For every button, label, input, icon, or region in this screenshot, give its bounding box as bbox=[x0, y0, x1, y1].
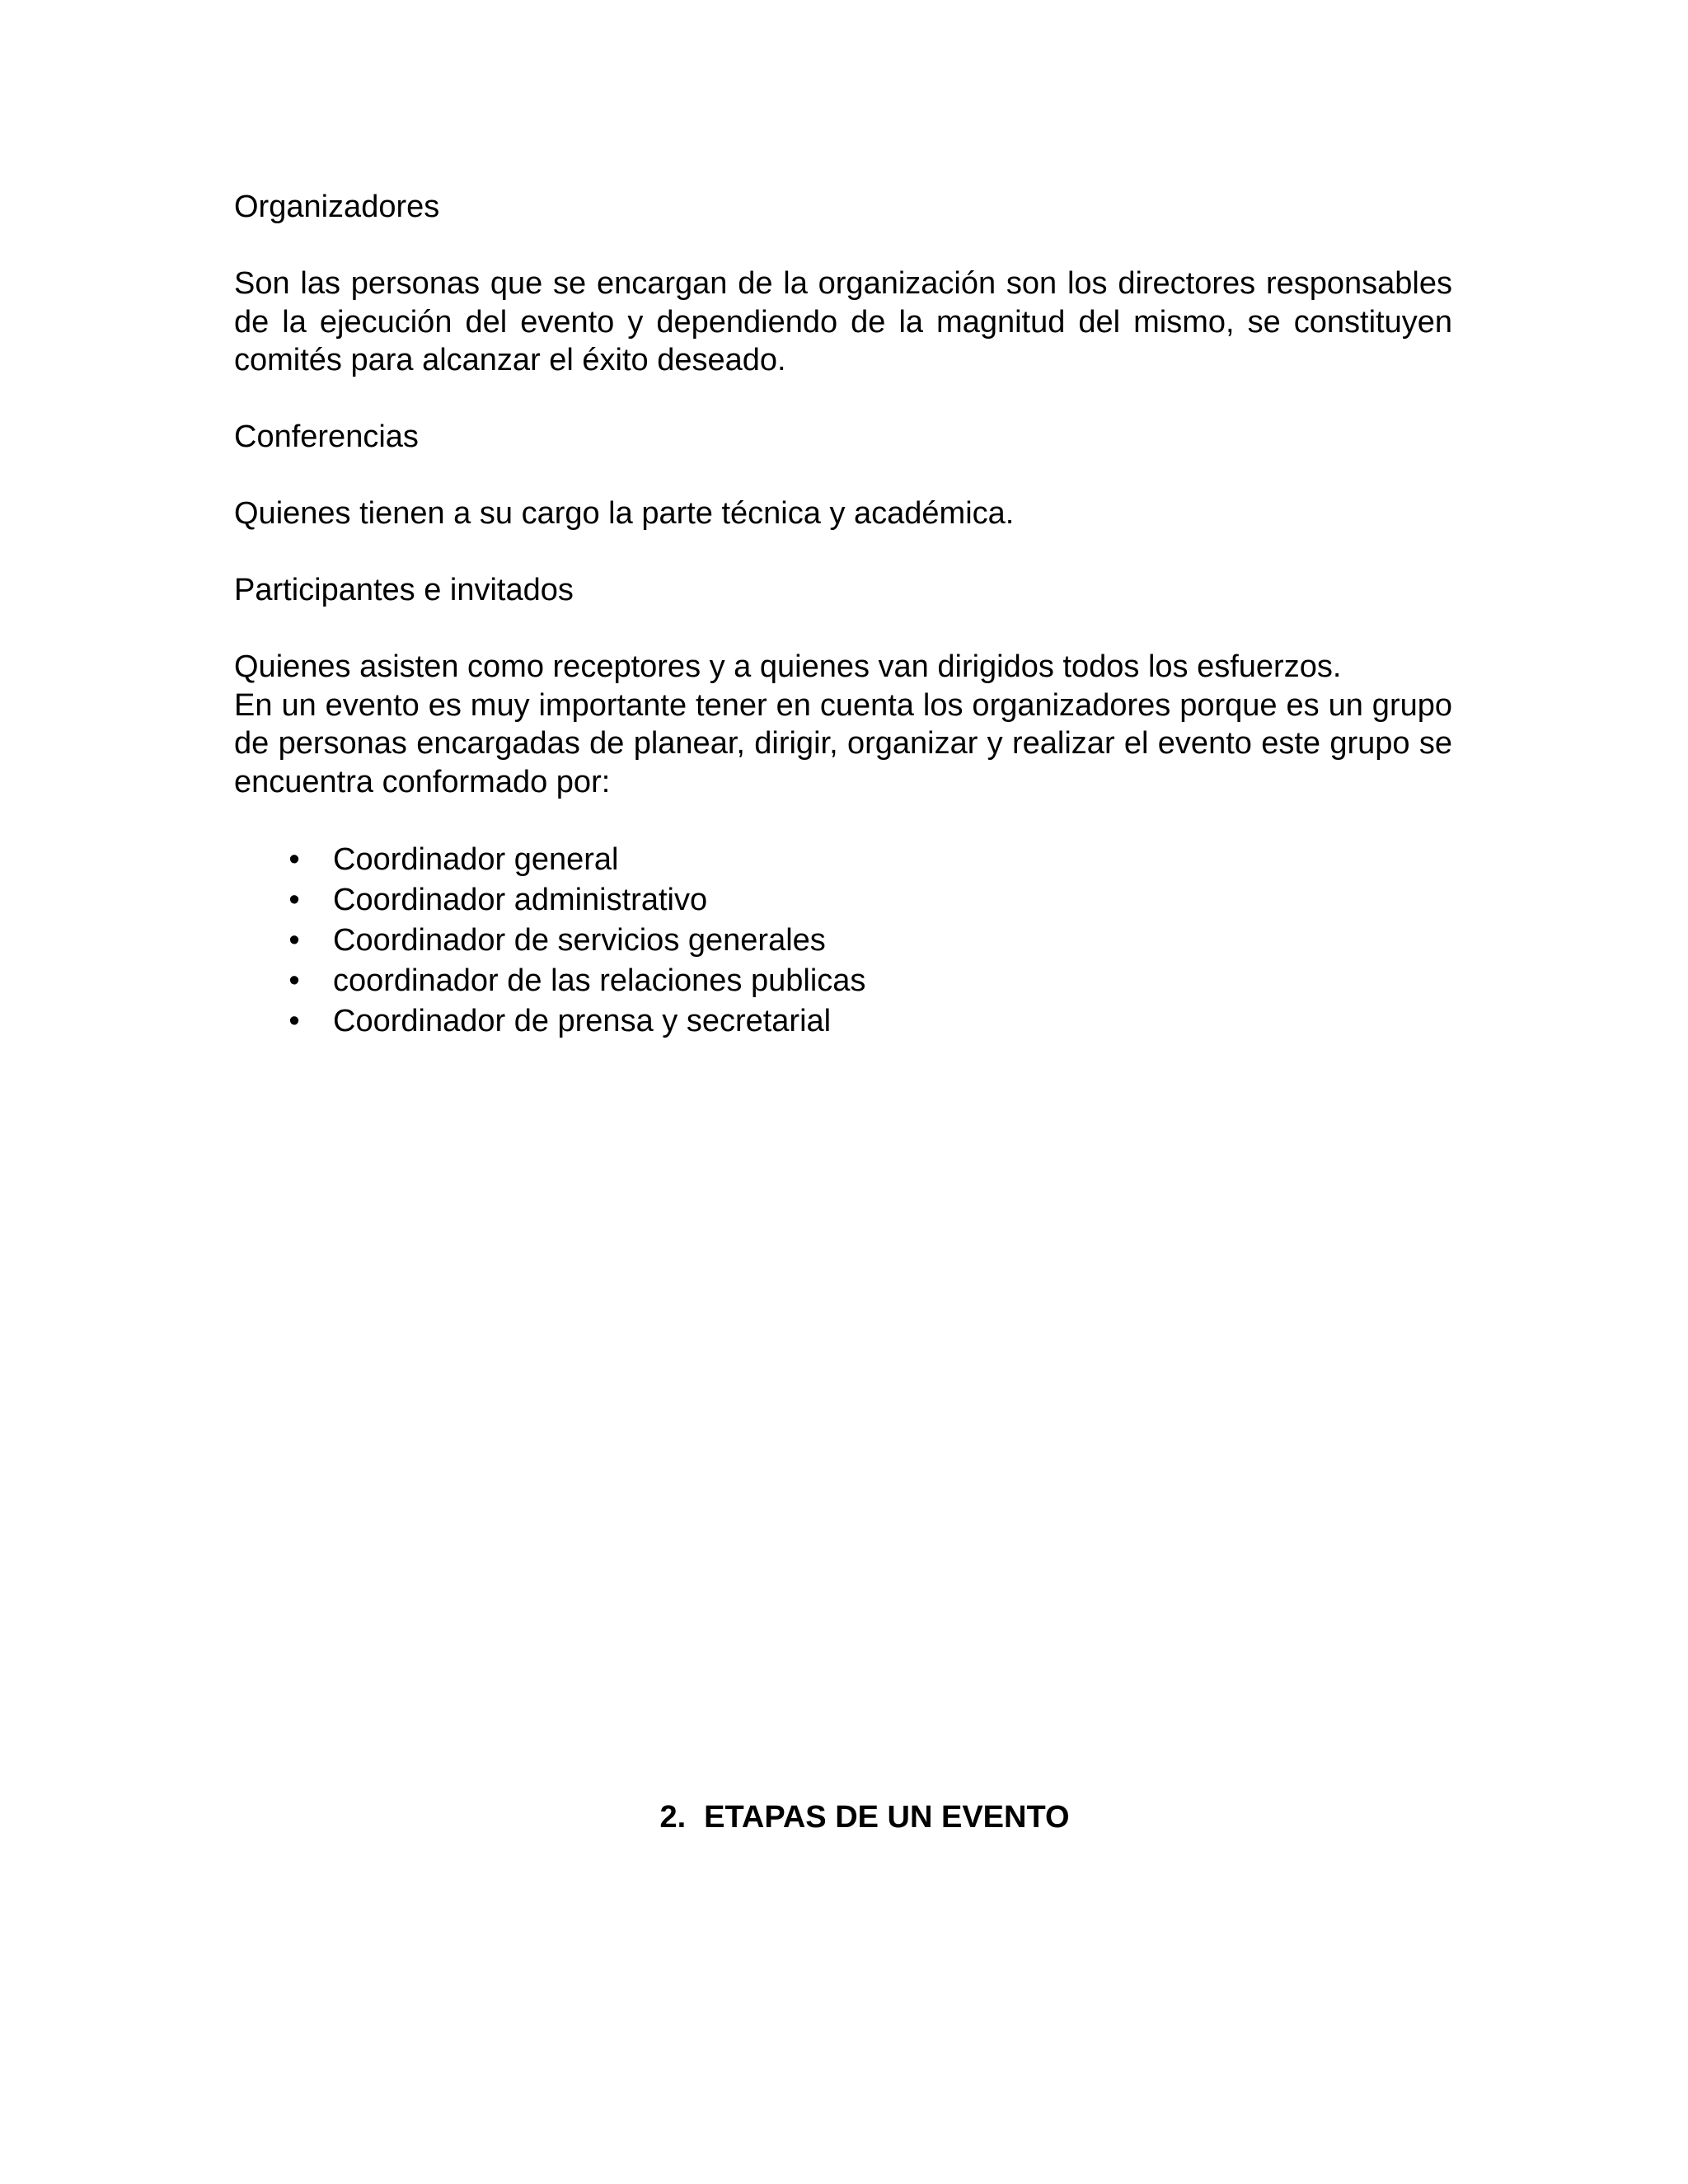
spacer bbox=[234, 457, 1452, 495]
spacer bbox=[234, 533, 1452, 572]
list-item bbox=[234, 880, 1452, 921]
heading-participantes: Participantes e invitados bbox=[234, 573, 574, 607]
section-title bbox=[0, 1798, 1688, 1836]
bullet-icon: • bbox=[288, 922, 300, 958]
list-item bbox=[234, 1001, 1452, 1042]
list-item bbox=[234, 840, 1452, 880]
list-item-label: Coordinador de servicios generales bbox=[333, 922, 826, 958]
page-body bbox=[234, 188, 1452, 1042]
list-item-label: Coordinador administrativo bbox=[333, 882, 708, 917]
list-item bbox=[234, 921, 1452, 961]
spacer bbox=[234, 227, 1452, 265]
paragraph-participantes: Quienes asisten como receptores y a quienes van dirigidos todos los esfuerzos. bbox=[234, 649, 1342, 684]
list-item bbox=[234, 961, 1452, 1001]
bullet-icon: • bbox=[288, 963, 300, 998]
bullet-icon: • bbox=[288, 1003, 300, 1038]
spacer bbox=[234, 380, 1452, 419]
spacer bbox=[234, 801, 1452, 840]
list-item-label: Coordinador general bbox=[333, 841, 619, 877]
list-item-label: Coordinador de prensa y secretarial bbox=[333, 1003, 832, 1038]
coordinator-list bbox=[234, 840, 1452, 1042]
section-title-text: ETAPAS DE UN EVENTO bbox=[704, 1800, 1070, 1835]
paragraph-organizadores-grupo: En un evento es muy importante tener en cuenta los organizadores porque es un grupo de personas encargadas de planear, dirigir, organizar y realizar el evento este grupo se encuentra conformado por: bbox=[234, 687, 1452, 799]
heading-organizadores: Organizadores bbox=[234, 190, 440, 224]
paragraph-organizadores: Son las personas que se encargan de la organización son los directores responsables de la ejecución del evento y dependiendo de la magnitud del mismo, se constituyen comités para alcanzar el éxito deseado. bbox=[234, 266, 1452, 377]
list-item-label: coordinador de las relaciones publicas bbox=[333, 963, 866, 998]
spacer bbox=[234, 610, 1452, 649]
section-number: 2. bbox=[659, 1800, 687, 1835]
paragraph-conferencias: Quienes tienen a su cargo la parte técnica y académica. bbox=[234, 496, 1015, 531]
bullet-icon: • bbox=[288, 841, 300, 877]
bullet-icon: • bbox=[288, 882, 300, 917]
heading-conferencias: Conferencias bbox=[234, 419, 419, 454]
